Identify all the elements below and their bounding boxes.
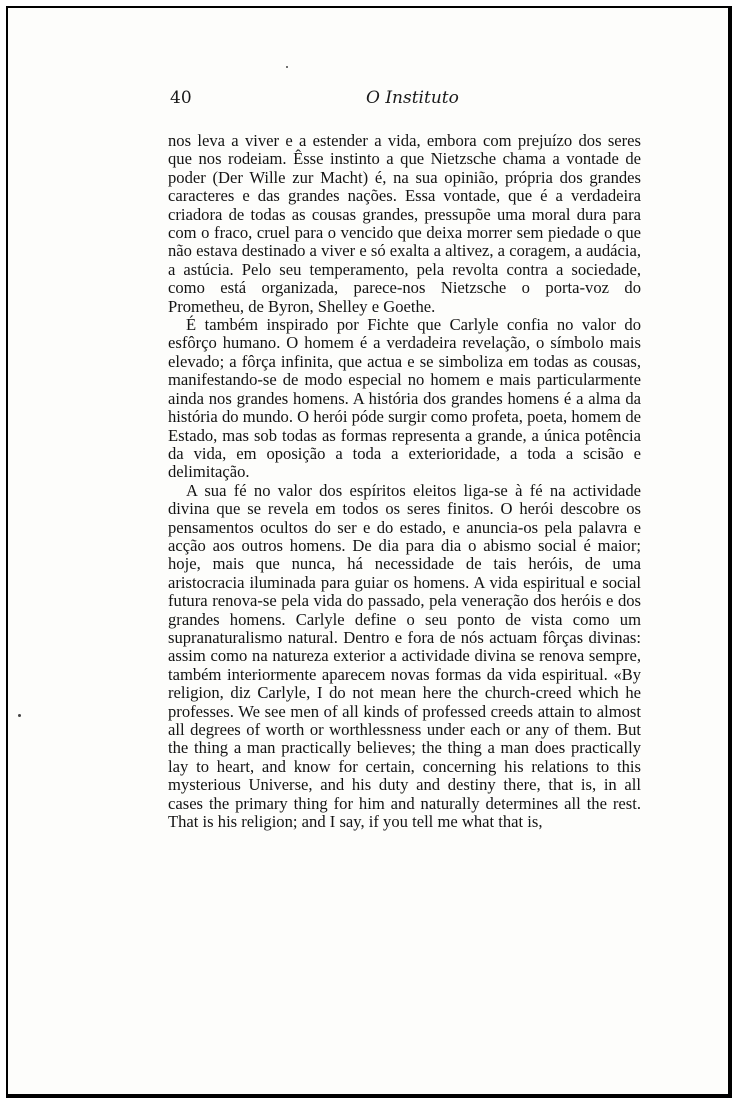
page-number: 40 [170, 88, 192, 108]
scan-speck [286, 66, 288, 68]
scan-speck [18, 714, 21, 717]
paragraph-carlyle-fichte: É também inspirado por Fichte que Carlyle confia no valor do esfôrço humano. O homem é a verdadeira revelação, o símbolo mais elevado; a fôrça infinita, que actua e se simboliza em todas as cousas, manifestando-se de modo especial no homem e mais particularmente ainda nos grandes homens. A história dos grandes homens é a alma da história do mundo. O herói póde surgir como profeta, poeta, homem de Estado, mas sob todas as formas representa a grande, a única potência da vida, em oposição a toda a exterioridade, a toda a scisão e delimitação. [168, 315, 641, 482]
paragraph-carlyle-religion: A sua fé no valor dos espíritos eleitos liga-se à fé na actividade divina que se revela em todos os seres finitos. O herói descobre os pensamentos ocultos do ser e do estado, e anuncia-os pela palavra e acção aos outros homens. De dia para dia o abismo social é maior; hoje, mais que nunca, há necessidade de tais heróis, de uma aristocracia iluminada para guiar os homens. A vida espiritual e social futura renova-se pela vida do passado, pela veneração dos heróis e dos grandes homens. Carlyle define o seu ponto de vista como um supranaturalismo natural. Dentro e fora de nós actuam fôrças divinas: assim como na natureza exterior a actividade divina se renova sempre, também interiormente aparecem novas formas da vida espiritual. «By religion, diz Carlyle, I do not mean here the church-creed which he professes. We see men of all kinds of professed creeds attain to almost all degrees of worth or worthlessness under each or any of them. But the thing a man practically believes; the thing a man does practically lay to heart, and know for certain, concerning his relations to this mysterious Universe, and his duty and destiny there, that is, in all cases the primary thing for him and naturally determines all the rest. That is his religion; and I say, if you tell me what that is, [168, 480, 641, 832]
body-text [168, 132, 641, 831]
paragraph-continuation: nos leva a viver e a estender a vida, embora com prejuízo dos seres que nos rodeiam. Êsse instinto a que Nietzsche chama a vontade de poder (Der Wille zur Macht) é, na sua opinião, própria dos grandes caracteres e das grandes nações. Essa vontade, que é a verdadeira criadora de todas as cousas grandes, pressupõe uma moral dura para com o fraco, cruel para o vencido que deixa morrer sem piedade o que não estava destinado a viver e só exalta a altivez, a coragem, a audácia, a astúcia. Pelo seu temperamento, pela revolta contra a sociedade, como está organizada, parece-nos Nietzsche o porta-voz do Prometheu, de Byron, Shelley e Goethe. [168, 131, 641, 316]
running-head [170, 88, 640, 112]
running-title: O Instituto [366, 88, 459, 108]
